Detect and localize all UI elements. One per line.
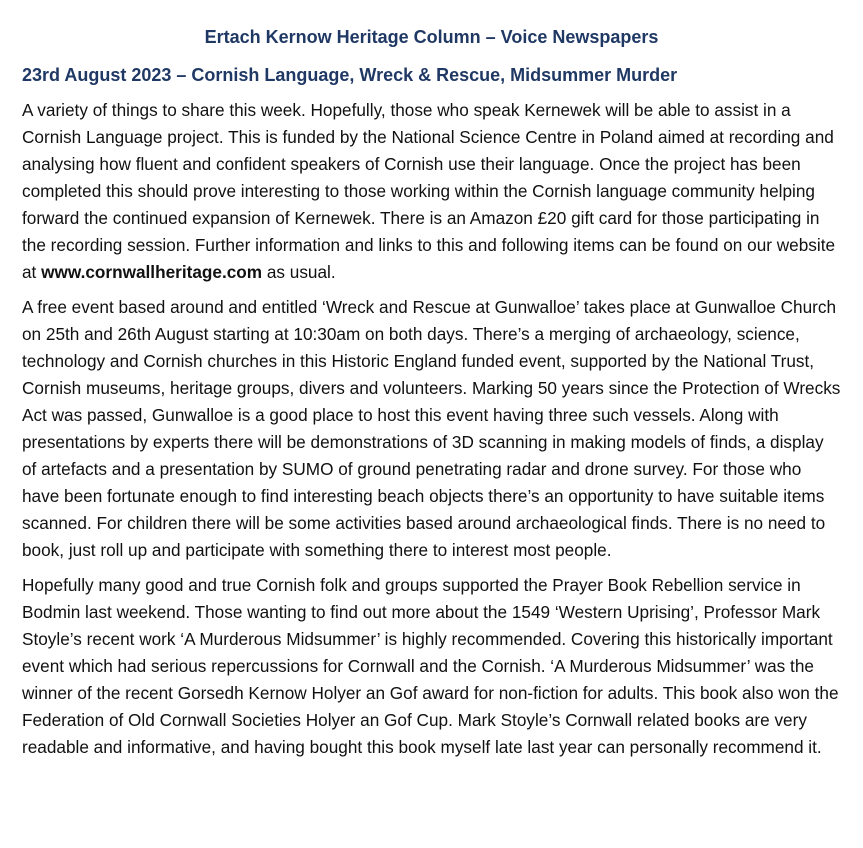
article-subtitle: 23rd August 2023 – Cornish Language, Wreck & Rescue, Midsummer Murder [22, 65, 678, 85]
column-title: Ertach Kernow Heritage Column – Voice Newspapers [204, 27, 659, 47]
paragraph-midsummer-murder: Hopefully many good and true Cornish folk and groups supported the Prayer Book Rebellion service in Bodmin last weekend. Those wanting to find out more about the 1549 ‘Western Uprising’, Professor Mark Stoyle’s recent work ‘A Murderous Midsummer’ is highly recommended. Covering this historically important event which had serious repercussions for Cornwall and the Cornish. ‘A Murderous Midsummer’ was the winner of the recent Gorsedh Kernow Holyer an Gof award for non-fiction for adults. This book also won the Federation of Old Cornwall Societies Holyer an Gof Cup. Mark Stoyle’s Cornwall related books are very readable and informative, and having bought this book myself late last year can personally recommend it. [22, 575, 839, 757]
website-url-text: www.cornwallheritage.com [41, 262, 263, 282]
paragraph-cornish-language [22, 97, 841, 286]
paragraph-cornish-language-text: A variety of things to share this week. Hopefully, those who speak Kernewek will be able to assist in a Cornish Language project. This is funded by the National Science Centre in Poland aimed at recording and analysing how fluent and confident speakers of Cornish use their language. Once the project has been completed this should prove interesting to those working within the Cornish language community helping forward the continued expansion of Kernewek. There is an Amazon £20 gift card for those participating in the recording session. Further information and links to this and following items can be found on our website at [22, 100, 836, 282]
paragraph-cornish-language-end: as usual. [262, 262, 336, 282]
paragraph-wreck-and-rescue: A free event based around and entitled ‘Wreck and Rescue at Gunwalloe’ takes place at Gunwalloe Church on 25th and 26th August starting at 10:30am on both days. There’s a merging of archaeology, science, technology and Cornish churches in this Historic England funded event, supported by the National Trust, Cornish museums, heritage groups, divers and volunteers. Marking 50 years since the Protection of Wrecks Act was passed, Gunwalloe is a good place to host this event having three such vessels. Along with presentations by experts there will be demonstrations of 3D scanning in making models of finds, a display of artefacts and a presentation by SUMO of ground penetrating radar and drone survey. For those who have been fortunate enough to find interesting beach objects there’s an opportunity to have suitable items scanned. For children there will be some activities based around archaeological finds. There is no need to book, just roll up and participate with something there to interest most people. [22, 297, 841, 560]
